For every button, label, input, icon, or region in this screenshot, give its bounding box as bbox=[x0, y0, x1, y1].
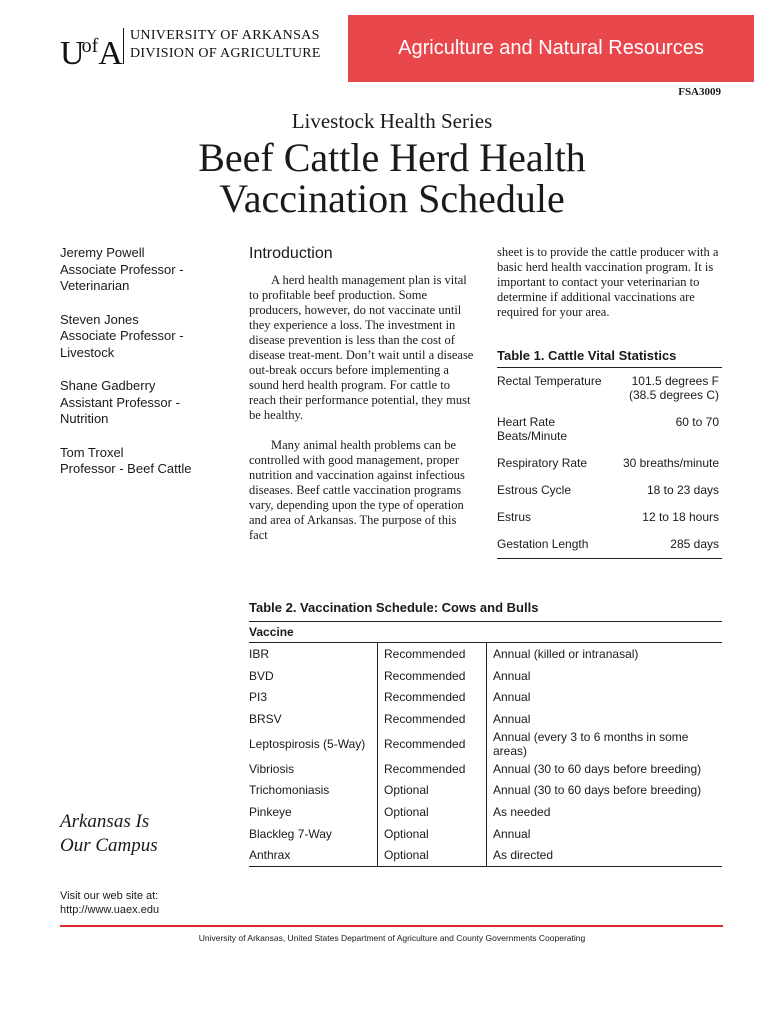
author-title: Livestock bbox=[60, 344, 115, 360]
visit-label: Visit our web site at: bbox=[60, 890, 159, 902]
author bbox=[60, 378, 240, 428]
author bbox=[60, 245, 240, 295]
stat-label: Estrus bbox=[497, 510, 532, 524]
recommendation-cell: Optional bbox=[378, 845, 487, 867]
recommendation-cell: Recommended bbox=[378, 708, 487, 730]
table-body bbox=[249, 643, 722, 867]
recommendation-cell: Recommended bbox=[378, 665, 487, 687]
author-name: Shane Gadberry bbox=[60, 378, 156, 393]
table-row bbox=[497, 531, 722, 558]
table-row bbox=[249, 643, 722, 665]
stat-label: Rectal Temperature bbox=[497, 374, 602, 388]
author bbox=[60, 445, 240, 478]
recommendation-cell: Recommended bbox=[378, 643, 487, 665]
intro-continuation: sheet is to provide the cattle producer with a basic herd health vaccination program. It is important to contact your veterinarian to determine if additional vaccinations are required for your area. bbox=[497, 245, 719, 319]
campus-slogan bbox=[60, 810, 158, 858]
vaccine-name-cell: Vibriosis bbox=[249, 758, 378, 780]
table-row bbox=[249, 665, 722, 687]
stat-label: Estrous Cycle bbox=[497, 483, 572, 497]
schedule-cell: Annual bbox=[493, 690, 531, 705]
schedule-cell: Annual (30 to 60 days before breeding) bbox=[493, 761, 702, 776]
table-row bbox=[249, 823, 722, 845]
logo-divider bbox=[123, 28, 124, 64]
stat-label: Gestation Length bbox=[497, 537, 589, 551]
schedule-cell: Annual (killed or intranasal) bbox=[493, 646, 639, 661]
logo-line-1: UNIVERSITY OF ARKANSAS bbox=[130, 28, 320, 43]
schedule-cell: Annual (30 to 60 days before breeding) bbox=[493, 783, 702, 798]
intro-column bbox=[249, 273, 475, 558]
vaccine-name-cell: Leptospirosis (5-Way) bbox=[249, 730, 378, 758]
campus-line-2: Our Campus bbox=[60, 835, 158, 856]
table-row bbox=[497, 450, 722, 477]
author-name: Steven Jones bbox=[60, 311, 139, 327]
schedule-cell: Annual bbox=[493, 668, 531, 683]
stat-value: 12 to 18 hours bbox=[642, 510, 719, 524]
author-title: Professor - Beef Cattle bbox=[60, 461, 192, 476]
table-row bbox=[497, 409, 722, 450]
logo-text bbox=[130, 27, 321, 63]
intro-paragraph: Many animal health problems can be controlled with good management, proper nutrition and vaccination against infectious diseases. Beef cattle vaccination programs vary, depending upon the type of operation and area of Arkansas. The purpose of this fact bbox=[249, 438, 465, 542]
stat-label: Respiratory Rate bbox=[497, 456, 588, 470]
stat-value: 60 to 70 bbox=[675, 415, 719, 429]
title-line-2: Vaccination Schedule bbox=[219, 176, 565, 221]
vaccine-name-cell: PI3 bbox=[249, 686, 378, 708]
recommendation-cell: Recommended bbox=[378, 730, 487, 758]
vaccination-schedule-table bbox=[249, 621, 722, 867]
campus-line-1: Arkansas Is bbox=[60, 811, 150, 832]
vaccine-name-cell: BVD bbox=[249, 665, 378, 687]
table-row bbox=[249, 730, 722, 758]
table-row bbox=[249, 708, 722, 730]
recommendation-cell: Recommended bbox=[378, 758, 487, 780]
schedule-cell: Annual bbox=[493, 711, 531, 726]
table-row bbox=[497, 477, 722, 504]
table-row bbox=[249, 845, 722, 867]
vital-statistics-table bbox=[497, 367, 722, 559]
table-header-row bbox=[249, 622, 722, 643]
schedule-cell: As directed bbox=[487, 845, 723, 867]
title-line-1: Beef Cattle Herd Health bbox=[198, 135, 586, 180]
table-row bbox=[249, 779, 722, 801]
department-banner: Agriculture and Natural Resources bbox=[348, 15, 754, 82]
section-heading-introduction: Introduction bbox=[249, 245, 333, 262]
schedule-cell: As needed bbox=[493, 804, 551, 819]
footer-text: University of Arkansas, United States Department of Agriculture and County Governments Cooperating bbox=[198, 933, 586, 943]
table-row bbox=[497, 368, 722, 409]
vaccine-name-cell: Anthrax bbox=[249, 845, 378, 867]
recommendation-cell: Optional bbox=[378, 779, 487, 801]
schedule-cell: Annual bbox=[493, 826, 531, 841]
recommendation-cell: Recommended bbox=[378, 686, 487, 708]
stat-value-line: 101.5 degrees F bbox=[631, 374, 719, 388]
recommendation-cell: Optional bbox=[378, 823, 487, 845]
stat-value-line: (38.5 degrees C) bbox=[628, 388, 719, 402]
author-title: Assistant Professor - bbox=[60, 394, 180, 410]
stat-value: 285 days bbox=[670, 537, 719, 551]
website-note bbox=[60, 889, 159, 917]
vaccine-name-cell: Blackleg 7-Way bbox=[249, 823, 378, 845]
website-link[interactable]: http://www.uaex.edu bbox=[60, 904, 160, 916]
table-row bbox=[249, 801, 722, 823]
stat-label bbox=[497, 415, 567, 443]
series-title: Livestock Health Series bbox=[291, 109, 493, 133]
vaccine-name-cell: Trichomoniasis bbox=[249, 779, 378, 801]
table-row bbox=[497, 504, 722, 531]
stat-value bbox=[629, 374, 719, 402]
author-title: Veterinarian bbox=[60, 278, 130, 293]
page-title bbox=[0, 137, 768, 219]
document-code: FSA3009 bbox=[678, 86, 721, 98]
university-logo: $U^{of}A$ bbox=[60, 35, 120, 72]
author bbox=[60, 312, 240, 362]
authors-list bbox=[60, 245, 240, 495]
recommendation-cell: Optional bbox=[378, 801, 487, 823]
logo-line-2: DIVISION OF AGRICULTURE bbox=[130, 46, 321, 61]
author-title: Associate Professor - bbox=[60, 328, 184, 343]
stat-value: 18 to 23 days bbox=[646, 483, 719, 497]
vaccine-name-cell: BRSV bbox=[249, 708, 378, 730]
stat-label-line: Heart Rate bbox=[497, 415, 556, 429]
table-row bbox=[249, 686, 722, 708]
table2-title: Table 2. Vaccination Schedule: Cows and Bulls bbox=[249, 600, 539, 615]
author-title: Associate Professor - bbox=[60, 261, 184, 277]
schedule-cell: Annual (every 3 to 6 months in some areas) bbox=[493, 729, 689, 758]
author-name: Tom Troxel bbox=[60, 444, 124, 460]
author-name: Jeremy Powell bbox=[60, 245, 145, 260]
footer-divider bbox=[60, 925, 723, 927]
vaccine-name-cell: Pinkeye bbox=[249, 801, 378, 823]
stat-label-line: Beats/Minute bbox=[497, 429, 568, 443]
column-header-vaccine: Vaccine bbox=[249, 622, 722, 643]
intro-paragraph: A herd health management plan is vital to profitable beef production. Some producers, however, do not vaccinate until they experience a loss. The investment in disease prevention is less than the cost of disease treat-ment. Don’t wait until a disease out-break occurs before implementing a sound herd health program. For cattle to reach their performance potential, they must be healthy. bbox=[249, 273, 474, 422]
stat-value: 30 breaths/minute bbox=[622, 456, 719, 470]
table1-title: Table 1. Cattle Vital Statistics bbox=[497, 348, 677, 363]
table-row bbox=[249, 758, 722, 780]
vaccine-name-cell: IBR bbox=[249, 643, 378, 665]
author-title: Nutrition bbox=[60, 411, 109, 426]
